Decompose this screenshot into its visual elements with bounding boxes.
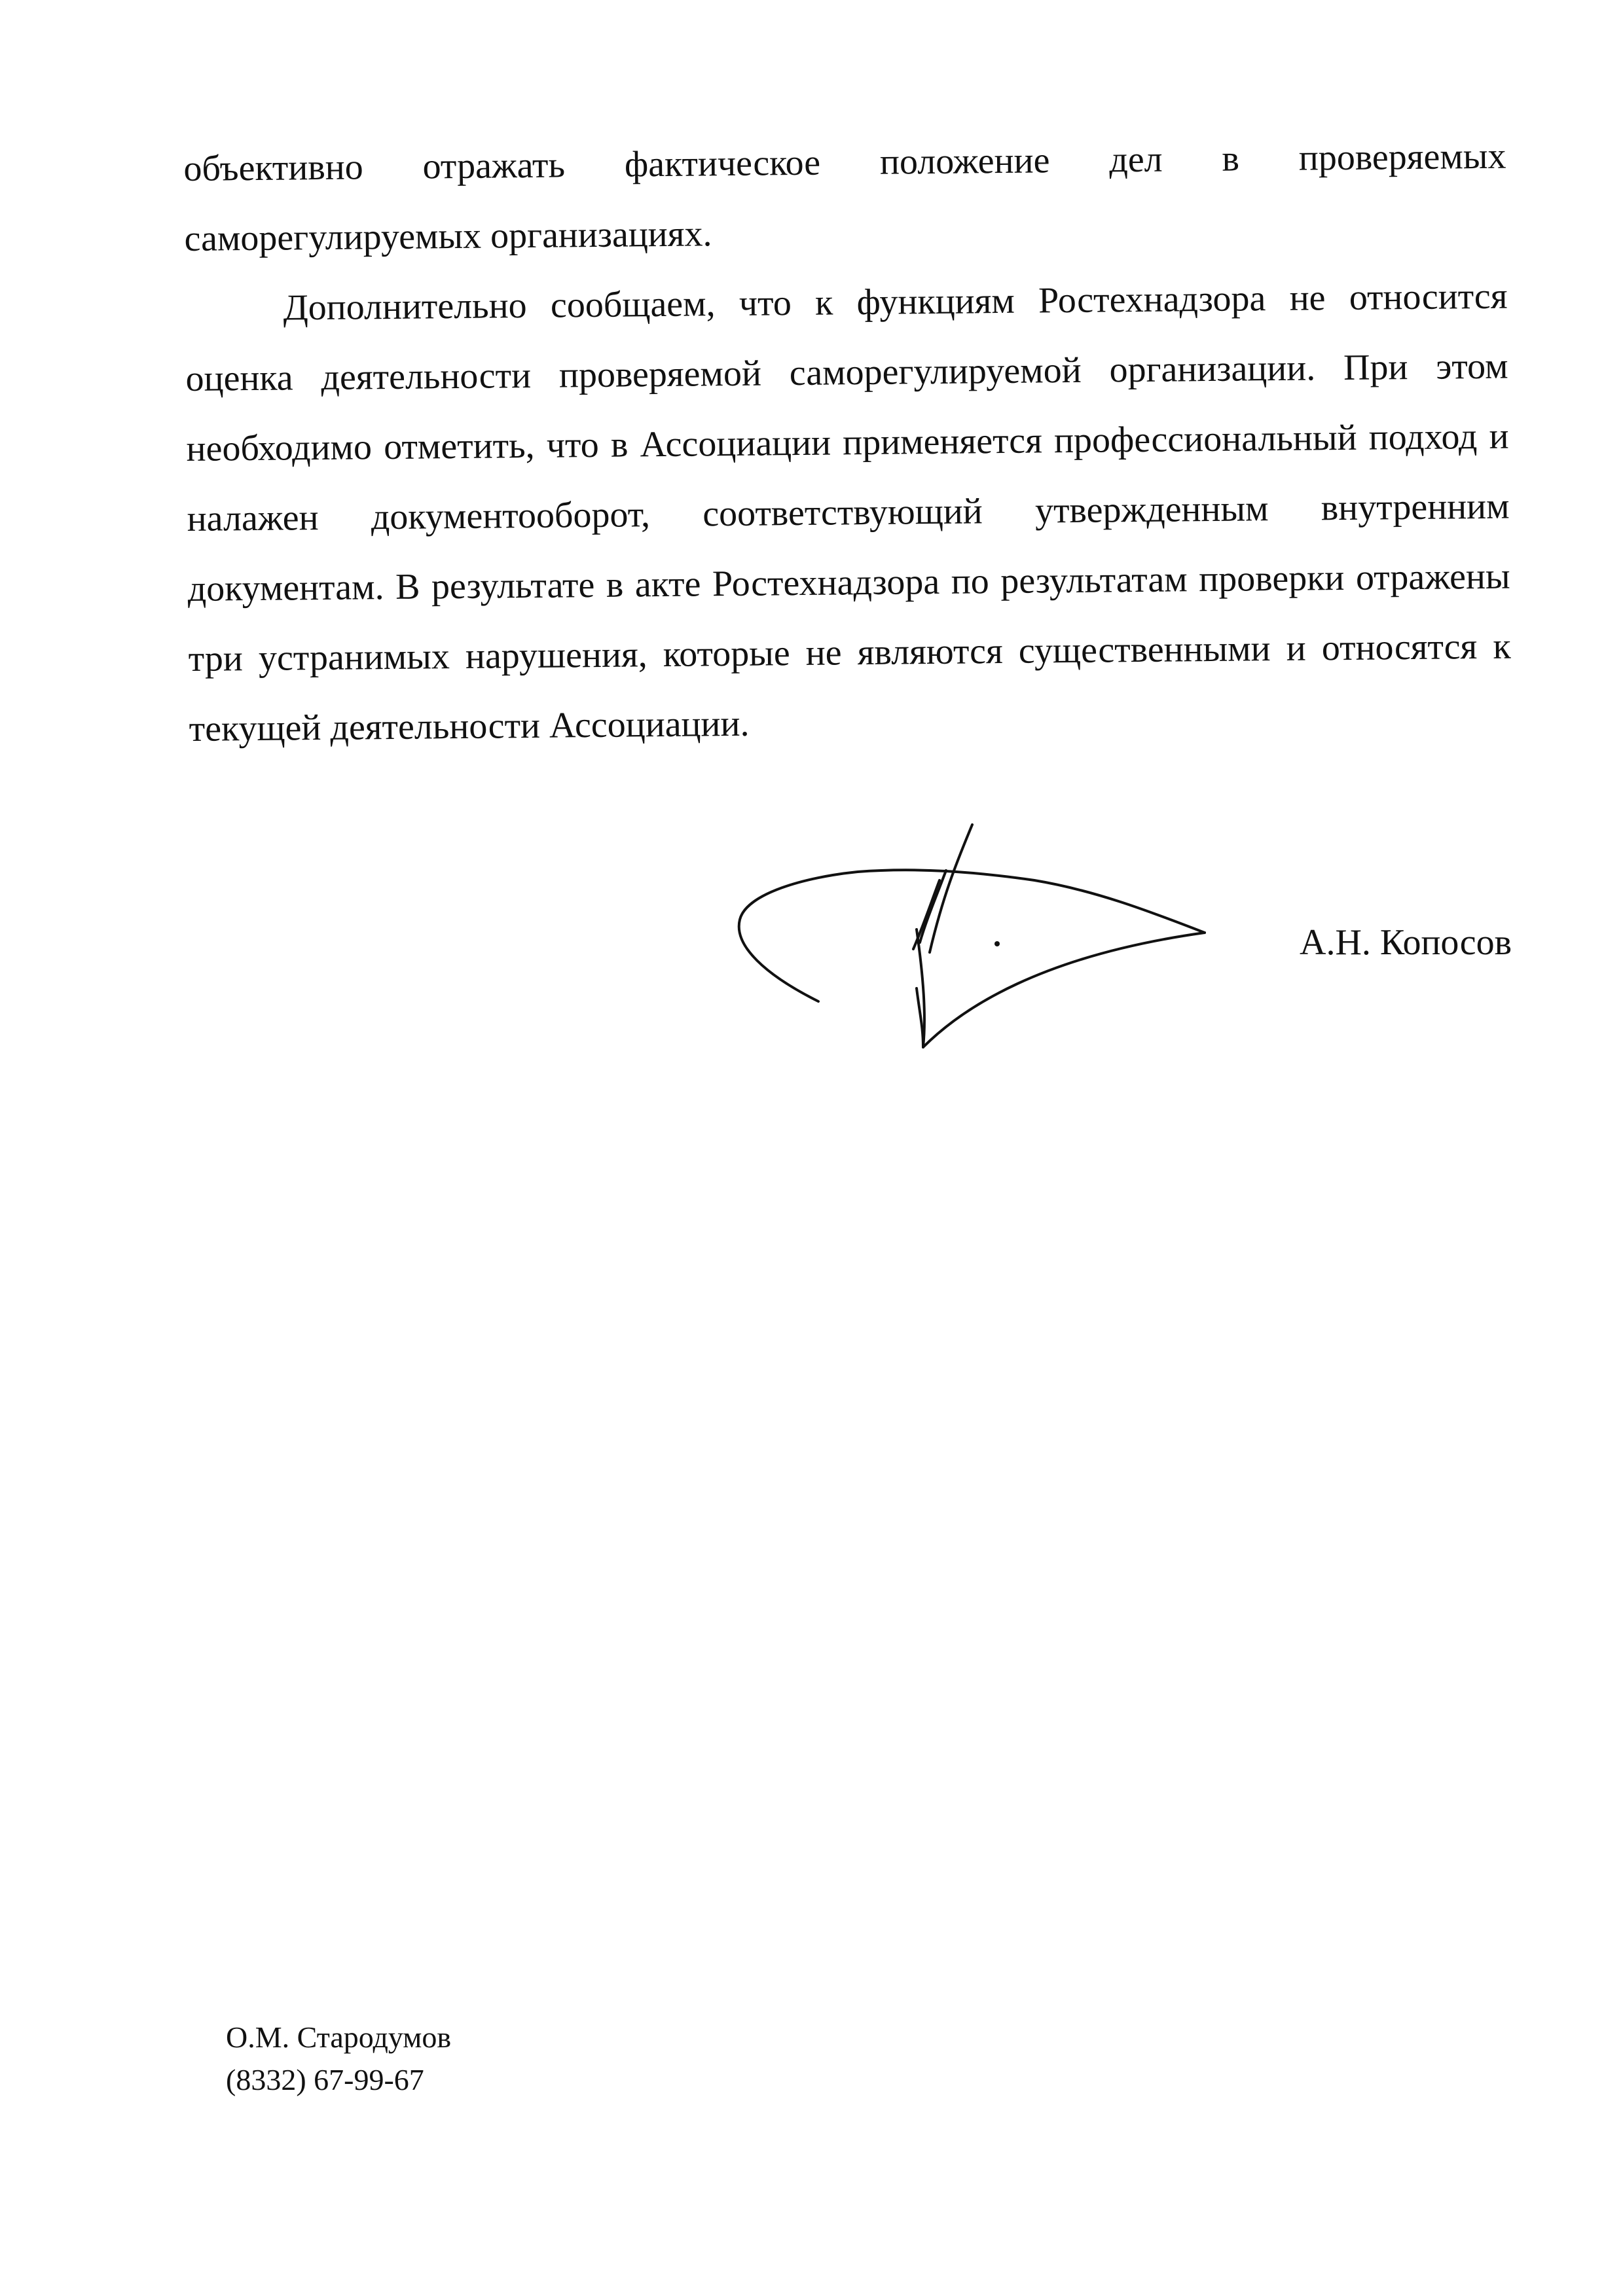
signer-name: А.Н. Копосов xyxy=(1300,922,1512,963)
paragraph-continuation: объективно отражать фактическое положение дел в проверяемых саморегулируемых организациях. xyxy=(183,135,1506,259)
executor-name: О.М. Стародумов xyxy=(226,2020,452,2054)
executor-block xyxy=(226,2016,451,2101)
handwritten-signature xyxy=(727,812,1224,1060)
letter-body xyxy=(183,122,1512,764)
executor-phone: (8332) 67-99-67 xyxy=(226,2063,424,2096)
paragraph-main: Дополнительно сообщаем, что к функциям Ростехнадзора не относится оценка деятельности проверяемой саморегулируемой организации. При этом необходимо отметить, что в Ассоциации применяется профессиональный подход и налажен документооборот, соответствующий утвержденным внутренним документам. В результате в акте Ростехнадзора по результатам проверки отражены три устранимых нарушения, которые не являются существенными и относятся к текущей деятельности Ассоциации. xyxy=(185,276,1511,749)
